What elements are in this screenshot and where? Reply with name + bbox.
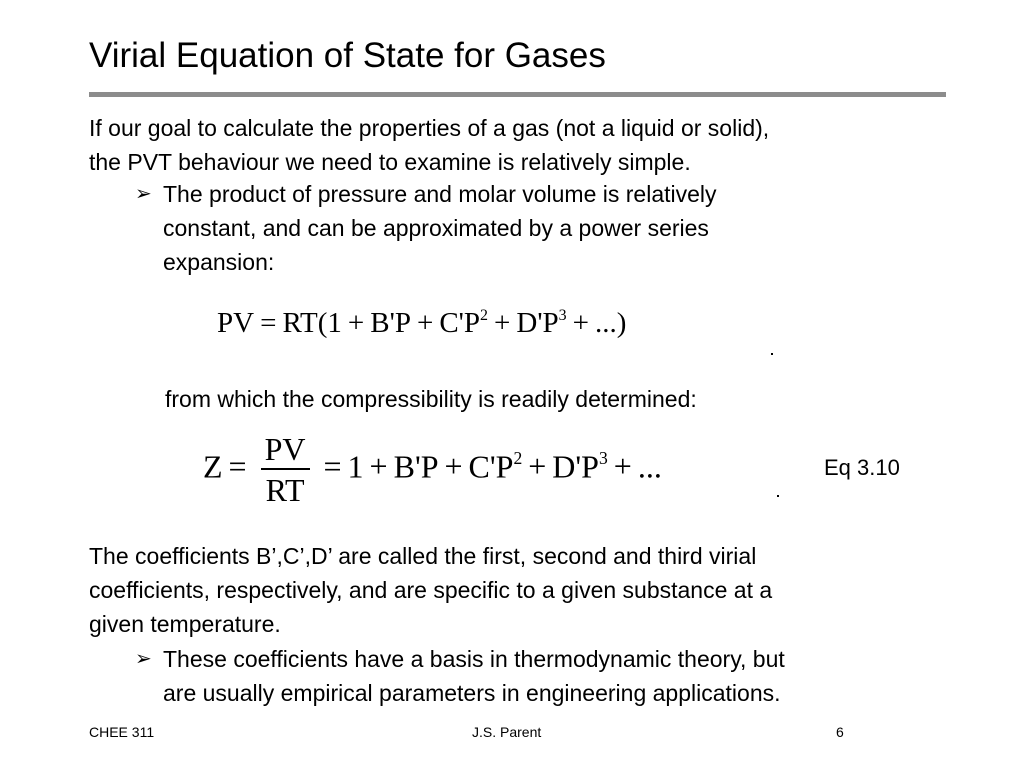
eq2-equals: =: [228, 448, 247, 485]
eq1-term-b: B'P: [370, 307, 411, 339]
eq1-exponent-2: 2: [480, 307, 489, 325]
eq2-term-b: B'P: [393, 448, 439, 485]
slide-title: Virial Equation of State for Gases: [89, 36, 606, 75]
eq1-plus: +: [416, 307, 434, 339]
footer-page-number: 6: [836, 724, 844, 740]
intro-line-2: the PVT behaviour we need to examine is relatively simple.: [89, 149, 691, 175]
footer-course-code: CHEE 311: [89, 724, 155, 740]
bullet-pv-text: [163, 177, 717, 279]
eq2-plus: +: [369, 448, 388, 485]
eq1-plus: +: [572, 307, 589, 339]
coefficients-line-2: coefficients, respectively, and are specific to a given substance at a: [89, 577, 773, 603]
eq1-term-d: D'P: [516, 307, 559, 339]
eq2-plus: +: [528, 448, 547, 485]
pv-over-rt-fraction: [261, 430, 310, 510]
equation-number: Eq 3.10: [824, 455, 900, 480]
compressibility-intro: from which the compressibility is readily determined:: [165, 386, 697, 412]
bullet-pv-line-2: constant, and can be approximated by a power series: [163, 215, 709, 241]
eq1-tail: ...): [595, 307, 627, 339]
eq2-plus: +: [444, 448, 463, 485]
eq2-z: Z: [203, 448, 223, 485]
bullet-pv-line-1: The product of pressure and molar volume is relatively: [163, 181, 717, 207]
arrow-bullet-icon: ➢: [135, 648, 152, 670]
coefficients-paragraph: [89, 539, 772, 641]
intro-paragraph: [89, 111, 769, 179]
compressibility-equation: [203, 430, 662, 510]
title-divider: [89, 92, 946, 97]
eq1-plus: +: [347, 307, 365, 339]
bullet-basis-text: [163, 642, 785, 710]
bullet-pv-line-3: expansion:: [163, 249, 275, 275]
eq1-plus: +: [494, 307, 511, 339]
fraction-numerator: PV: [264, 431, 306, 467]
eq1-rt: RT(1: [282, 307, 342, 339]
intro-line-1: If our goal to calculate the properties of a gas (not a liquid or solid),: [89, 115, 770, 141]
virial-pv-equation: [217, 307, 626, 340]
equation-anchor-dot: [771, 353, 773, 355]
equation-anchor-dot: [777, 495, 779, 497]
bullet-basis-line-2: are usually empirical parameters in engineering applications.: [163, 680, 781, 706]
arrow-bullet-icon: ➢: [135, 183, 152, 205]
bullet-pv-product: [135, 177, 717, 279]
bullet-coefficients-basis: [135, 642, 785, 710]
eq2-equals: =: [323, 448, 342, 485]
eq2-exponent-2: 2: [513, 448, 523, 469]
fraction-denominator: RT: [265, 472, 305, 508]
eq2-term-c: C'P: [468, 448, 514, 485]
eq2-plus: +: [613, 448, 632, 485]
eq2-tail: ...: [637, 448, 662, 485]
footer-author: J.S. Parent: [472, 724, 542, 740]
eq1-lhs: PV: [217, 307, 255, 339]
bullet-basis-line-1: These coefficients have a basis in thermodynamic theory, but: [163, 646, 785, 672]
eq1-exponent-3: 3: [558, 307, 567, 325]
eq2-term-d: D'P: [552, 448, 599, 485]
coefficients-line-3: given temperature.: [89, 611, 281, 637]
eq2-exponent-3: 3: [598, 448, 608, 469]
coefficients-line-1: The coefficients B’,C’,D’ are called the first, second and third virial: [89, 543, 757, 569]
eq2-one: 1: [347, 448, 364, 485]
eq1-equals: =: [260, 307, 277, 339]
eq1-term-c: C'P: [439, 307, 481, 339]
